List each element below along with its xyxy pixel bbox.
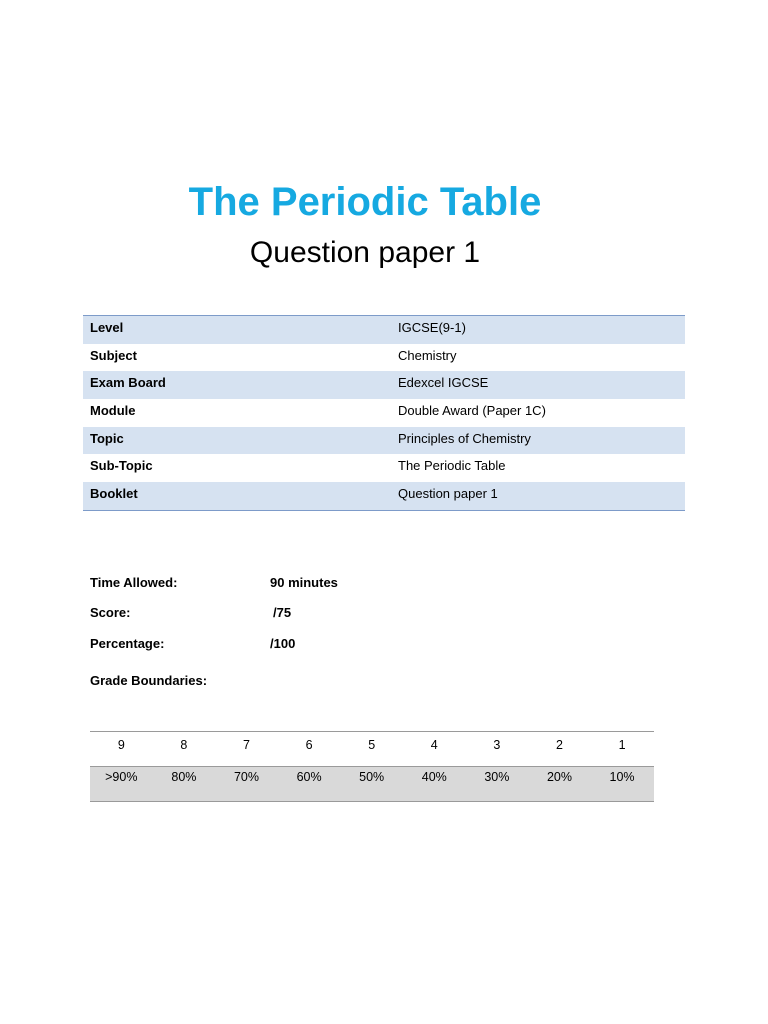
info-value: The Periodic Table bbox=[398, 458, 506, 474]
percentage-cell: 40% bbox=[421, 770, 447, 784]
time-allowed-value: 90 minutes bbox=[270, 575, 338, 590]
info-label: Level bbox=[90, 320, 124, 335]
percentage-cell: 30% bbox=[484, 770, 510, 784]
info-table bbox=[83, 315, 685, 511]
info-label: Subject bbox=[90, 347, 137, 363]
info-label: Topic bbox=[90, 430, 124, 446]
score bbox=[90, 605, 291, 620]
percentage bbox=[90, 636, 295, 651]
time-allowed-label: Time Allowed: bbox=[90, 575, 178, 590]
info-row-sub-topic bbox=[83, 454, 685, 482]
info-value: Question paper 1 bbox=[398, 486, 498, 502]
percentage-row bbox=[90, 766, 654, 802]
percentage-cell: 10% bbox=[609, 770, 635, 784]
grade-cell: 8 bbox=[180, 738, 188, 752]
score-value: /75 bbox=[273, 605, 292, 620]
score-label: Score: bbox=[90, 605, 131, 620]
grade-cell: 7 bbox=[243, 738, 250, 752]
info-row-level bbox=[83, 316, 685, 344]
grade-cell: 4 bbox=[430, 738, 438, 752]
grade-cell: 5 bbox=[368, 738, 376, 752]
info-label: Module bbox=[90, 403, 136, 419]
info-label: Booklet bbox=[90, 486, 138, 502]
document-subtitle: Question paper 1 bbox=[249, 236, 481, 269]
info-label: Sub-Topic bbox=[90, 458, 153, 474]
percentage-cell: 60% bbox=[296, 770, 322, 784]
info-value: Chemistry bbox=[398, 347, 457, 363]
grade-cell: 1 bbox=[618, 738, 626, 752]
info-row-booklet bbox=[83, 482, 685, 510]
info-value: Double Award (Paper 1C) bbox=[398, 403, 546, 419]
percentage-cell: 20% bbox=[546, 770, 572, 784]
percentage-value: /100 bbox=[270, 636, 296, 651]
grade-cell: 9 bbox=[117, 738, 125, 752]
grade-boundaries-table bbox=[90, 731, 654, 802]
info-value: Edexcel IGCSE bbox=[398, 375, 489, 391]
info-row-topic bbox=[83, 427, 685, 455]
percentage-label: Percentage: bbox=[90, 636, 165, 651]
grade-boundaries-label: Grade Boundaries: bbox=[90, 673, 208, 688]
grade-boundaries-heading bbox=[90, 673, 207, 688]
percentage-cell: >90% bbox=[105, 770, 138, 784]
info-label: Exam Board bbox=[90, 375, 166, 391]
info-row-subject bbox=[83, 344, 685, 372]
grade-cell: 2 bbox=[555, 738, 563, 752]
info-row-exam-board bbox=[83, 371, 685, 399]
percentage-cell: 70% bbox=[233, 770, 259, 784]
grade-row bbox=[90, 731, 654, 766]
time-allowed bbox=[90, 575, 338, 590]
grade-cell: 6 bbox=[305, 738, 313, 752]
info-value: IGCSE(9-1) bbox=[398, 320, 466, 335]
info-row-module bbox=[83, 399, 685, 427]
document-title: The Periodic Table bbox=[188, 180, 542, 224]
grade-cell: 3 bbox=[493, 738, 501, 752]
info-value: Principles of Chemistry bbox=[398, 430, 531, 446]
percentage-cell: 80% bbox=[171, 770, 197, 784]
percentage-cell: 50% bbox=[359, 770, 385, 784]
